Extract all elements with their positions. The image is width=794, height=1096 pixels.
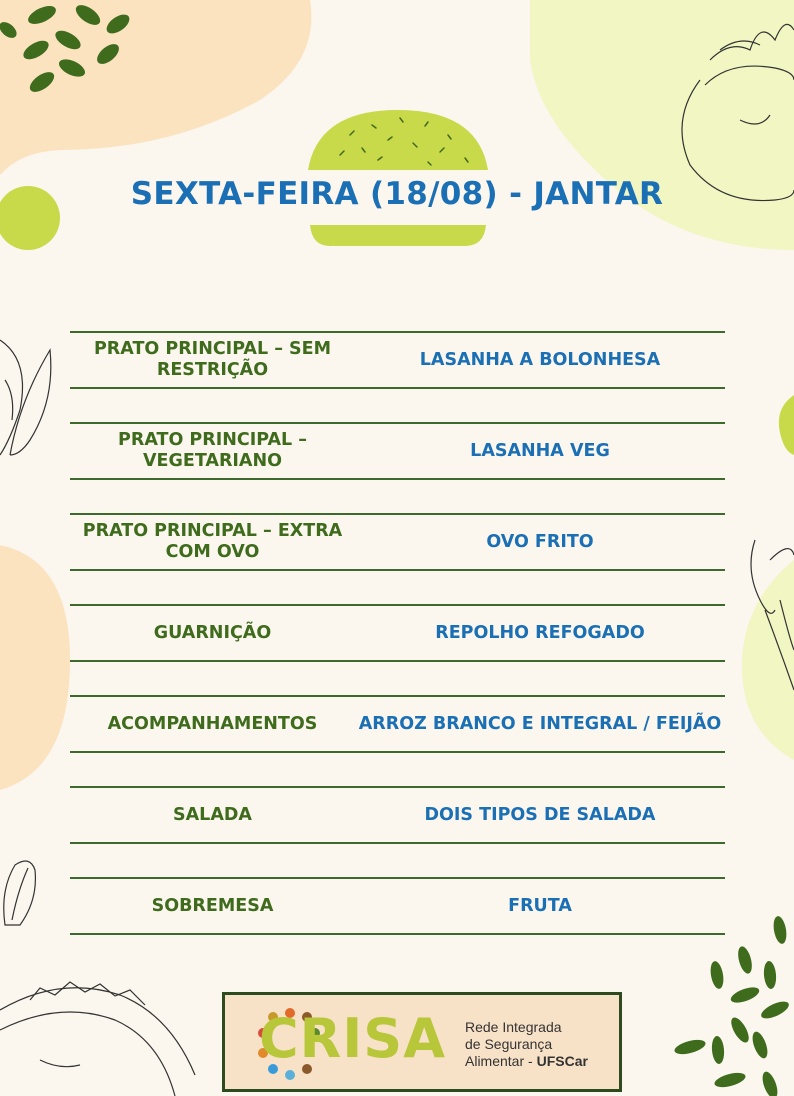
menu-value: REPOLHO REFOGADO bbox=[435, 622, 645, 643]
leaf-icon bbox=[0, 340, 51, 455]
tagline-ufscar: UFSCar bbox=[536, 1053, 588, 1069]
menu-label: PRATO PRINCIPAL – VEGETARIANO bbox=[118, 430, 307, 471]
menu-value: FRUTA bbox=[508, 895, 572, 916]
peach-blob-left bbox=[0, 545, 70, 790]
menu-label: SOBREMESA bbox=[151, 895, 274, 916]
menu-label: SALADA bbox=[173, 804, 252, 825]
crisa-logo-box bbox=[222, 992, 622, 1092]
menu-label: GUARNIÇÃO bbox=[153, 622, 272, 643]
peach-blob-top-left bbox=[0, 0, 311, 175]
menu-label: PRATO PRINCIPAL – SEM RESTRIÇÃO bbox=[93, 339, 332, 380]
tagline-line-3 bbox=[465, 1053, 588, 1070]
menu-row bbox=[70, 877, 725, 935]
tagline-prefix: Alimentar - bbox=[465, 1053, 537, 1069]
menu-row bbox=[70, 604, 725, 662]
page-title: SEXTA-FEIRA (18/08) - JANTAR bbox=[130, 176, 664, 212]
lime-semi-right bbox=[779, 395, 794, 455]
crisa-tagline bbox=[465, 1019, 588, 1070]
menu-value: LASANHA A BOLONHESA bbox=[419, 349, 661, 370]
tagline-line-1: Rede Integrada bbox=[465, 1019, 562, 1035]
menu-row bbox=[70, 331, 725, 389]
lime-blob-top-right bbox=[530, 0, 794, 250]
menu-value: OVO FRITO bbox=[486, 531, 594, 552]
menu-label: PRATO PRINCIPAL – EXTRA COM OVO bbox=[82, 521, 343, 562]
menu-row bbox=[70, 695, 725, 753]
menu-table bbox=[70, 331, 725, 968]
leaf-icon bbox=[4, 861, 36, 925]
menu-value: DOIS TIPOS DE SALADA bbox=[424, 804, 656, 825]
menu-row bbox=[70, 786, 725, 844]
tagline-line-2: de Segurança bbox=[465, 1036, 553, 1052]
crisa-logo-text: CRISA bbox=[259, 1007, 446, 1070]
menu-row bbox=[70, 422, 725, 480]
menu-label: ACOMPANHAMENTOS bbox=[107, 713, 318, 734]
menu-row bbox=[70, 513, 725, 571]
lime-blob-right bbox=[742, 560, 794, 760]
taco-icon bbox=[0, 982, 195, 1096]
menu-value: LASANHA VEG bbox=[470, 440, 610, 461]
menu-value: ARROZ BRANCO E INTEGRAL / FEIJÃO bbox=[358, 713, 722, 734]
